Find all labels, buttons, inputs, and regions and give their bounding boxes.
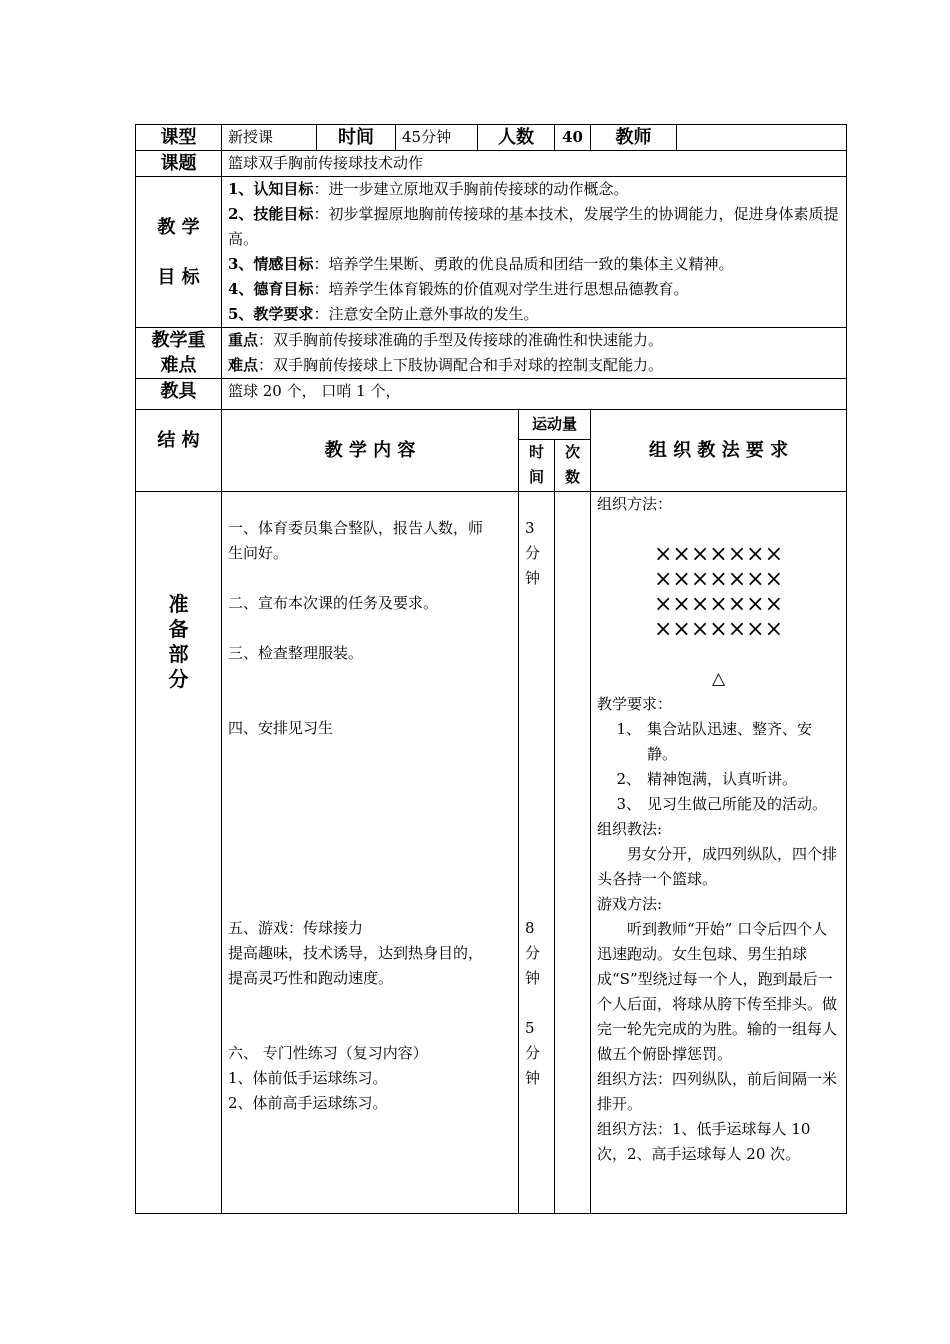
key-points (222, 328, 847, 379)
formation-row: ××××××× (653, 567, 784, 592)
difficulty-line: 难点：双手胸前传接球上下肢协调配合和手对球的控制支配能力。 (228, 356, 664, 374)
col-time: 时 间 (519, 440, 555, 492)
content-item-2: 二、宣布本次课的任务及要求。 (228, 594, 439, 612)
content-item-6: 六、 专门性练习（复习内容） 1、体前低手运球练习。 2、体前高手运球练习。 (228, 1044, 428, 1112)
teacher-marker: △ (711, 669, 726, 689)
content-item-5: 五、游戏：传球接力 提高趣味，技术诱导，达到热身目的， 提高灵巧性和跑动速度。 (228, 919, 484, 987)
time-block-3: 5 分 钟 (525, 1019, 541, 1087)
teach-text: 男女分开，成四列纵队，四个排头各持一个篮球。 (597, 845, 838, 888)
people-label: 人数 (478, 125, 555, 151)
teach-label: 组织教法: (597, 820, 663, 838)
section-method (591, 492, 847, 1214)
section-count (555, 492, 591, 1214)
goals-list (222, 177, 847, 328)
focus-line: 重点：双手胸前传接球准确的手型及传接球的准确性和快速能力。 (228, 331, 664, 349)
req-item: 1、 集合站队迅速、整齐、安静。 (616, 720, 813, 763)
time-block-1: 3 分 钟 (525, 519, 541, 587)
teacher-label: 教师 (591, 125, 677, 151)
goal-item: 3、情感目标：培养学生果断、勇敢的优良品质和团结一致的集体主义精神。 (228, 255, 734, 273)
col-structure: 结 构 (136, 410, 222, 492)
formation-row: ××××××× (653, 592, 784, 617)
formation-row: ××××××× (653, 542, 784, 567)
goal-item: 1、认知目标：进一步建立原地双手胸前传接球的动作概念。 (228, 180, 629, 198)
teacher-value (677, 125, 847, 151)
lesson-plan-table (135, 124, 847, 1214)
section-label: 准 备 部 分 (136, 492, 222, 1214)
course-type-value: 新授课 (222, 125, 317, 151)
game-text: 听到教师“开始” 口令后四个人迅速跑动。女生包球、男生拍球成“S”型绕过每一个人，跑到最后一个人后面，将球从胯下传至排头。做完一轮先完成的为胜。输的一组每人做五个俯卧撑惩罚。 (597, 920, 838, 1063)
section-time (519, 492, 555, 1214)
topic-value: 篮球双手胸前传接球技术动作 (222, 151, 847, 177)
org-method-2: 组织方法：四列纵队，前后间隔一米排开。 (597, 1070, 838, 1113)
col-load: 运动量 (519, 410, 591, 440)
org-label: 组织方法： (597, 495, 673, 513)
formation-diagram (597, 542, 840, 692)
formation-row: ××××××× (653, 617, 784, 642)
goals-label-1: 教 学 (157, 216, 200, 238)
people-value: 40 (555, 125, 591, 151)
req-label: 教学要求： (597, 695, 673, 713)
topic-label: 课题 (136, 151, 222, 177)
goals-label-cell (136, 177, 222, 328)
time-block-2: 8 分 钟 (525, 919, 541, 987)
col-count: 次 数 (555, 440, 591, 492)
goal-item: 4、德育目标：培养学生体育锻炼的价值观对学生进行思想品德教育。 (228, 280, 689, 298)
time-label: 时间 (317, 125, 396, 151)
col-method: 组 织 教 法 要 求 (591, 410, 847, 492)
key-points-label-2: 难点 (160, 355, 197, 376)
lesson-plan (135, 124, 846, 1214)
content-item-4: 四、安排见习生 (228, 719, 334, 737)
game-label: 游戏方法: (597, 895, 663, 913)
org-method-3: 组织方法：1、低手运球每人 10 次，2、高手运球每人 20 次。 (597, 1120, 811, 1163)
content-item-3: 三、检查整理服装。 (228, 644, 364, 662)
equipment-value: 篮球 20 个， 口哨 1 个， (222, 379, 847, 410)
content-item-1: 一、体育委员集合整队，报告人数，师 生问好。 (228, 519, 484, 562)
col-content: 教 学 内 容 (222, 410, 519, 492)
req-item: 3、 见习生做己所能及的活动。 (616, 795, 828, 813)
time-value: 45分钟 (396, 125, 478, 151)
goals-label-2: 目 标 (157, 266, 200, 288)
goal-item: 2、技能目标：初步掌握原地胸前传接球的基本技术，发展学生的协调能力，促进身体素质提高。 (228, 205, 839, 248)
equipment-label: 教具 (136, 379, 222, 410)
course-type-label: 课型 (136, 125, 222, 151)
req-item: 2、 精神饱满，认真听讲。 (616, 770, 798, 788)
section-content (222, 492, 519, 1214)
goal-item: 5、教学要求：注意安全防止意外事故的发生。 (228, 305, 539, 323)
key-points-label-cell (136, 328, 222, 379)
key-points-label-1: 教学重 (151, 330, 206, 351)
